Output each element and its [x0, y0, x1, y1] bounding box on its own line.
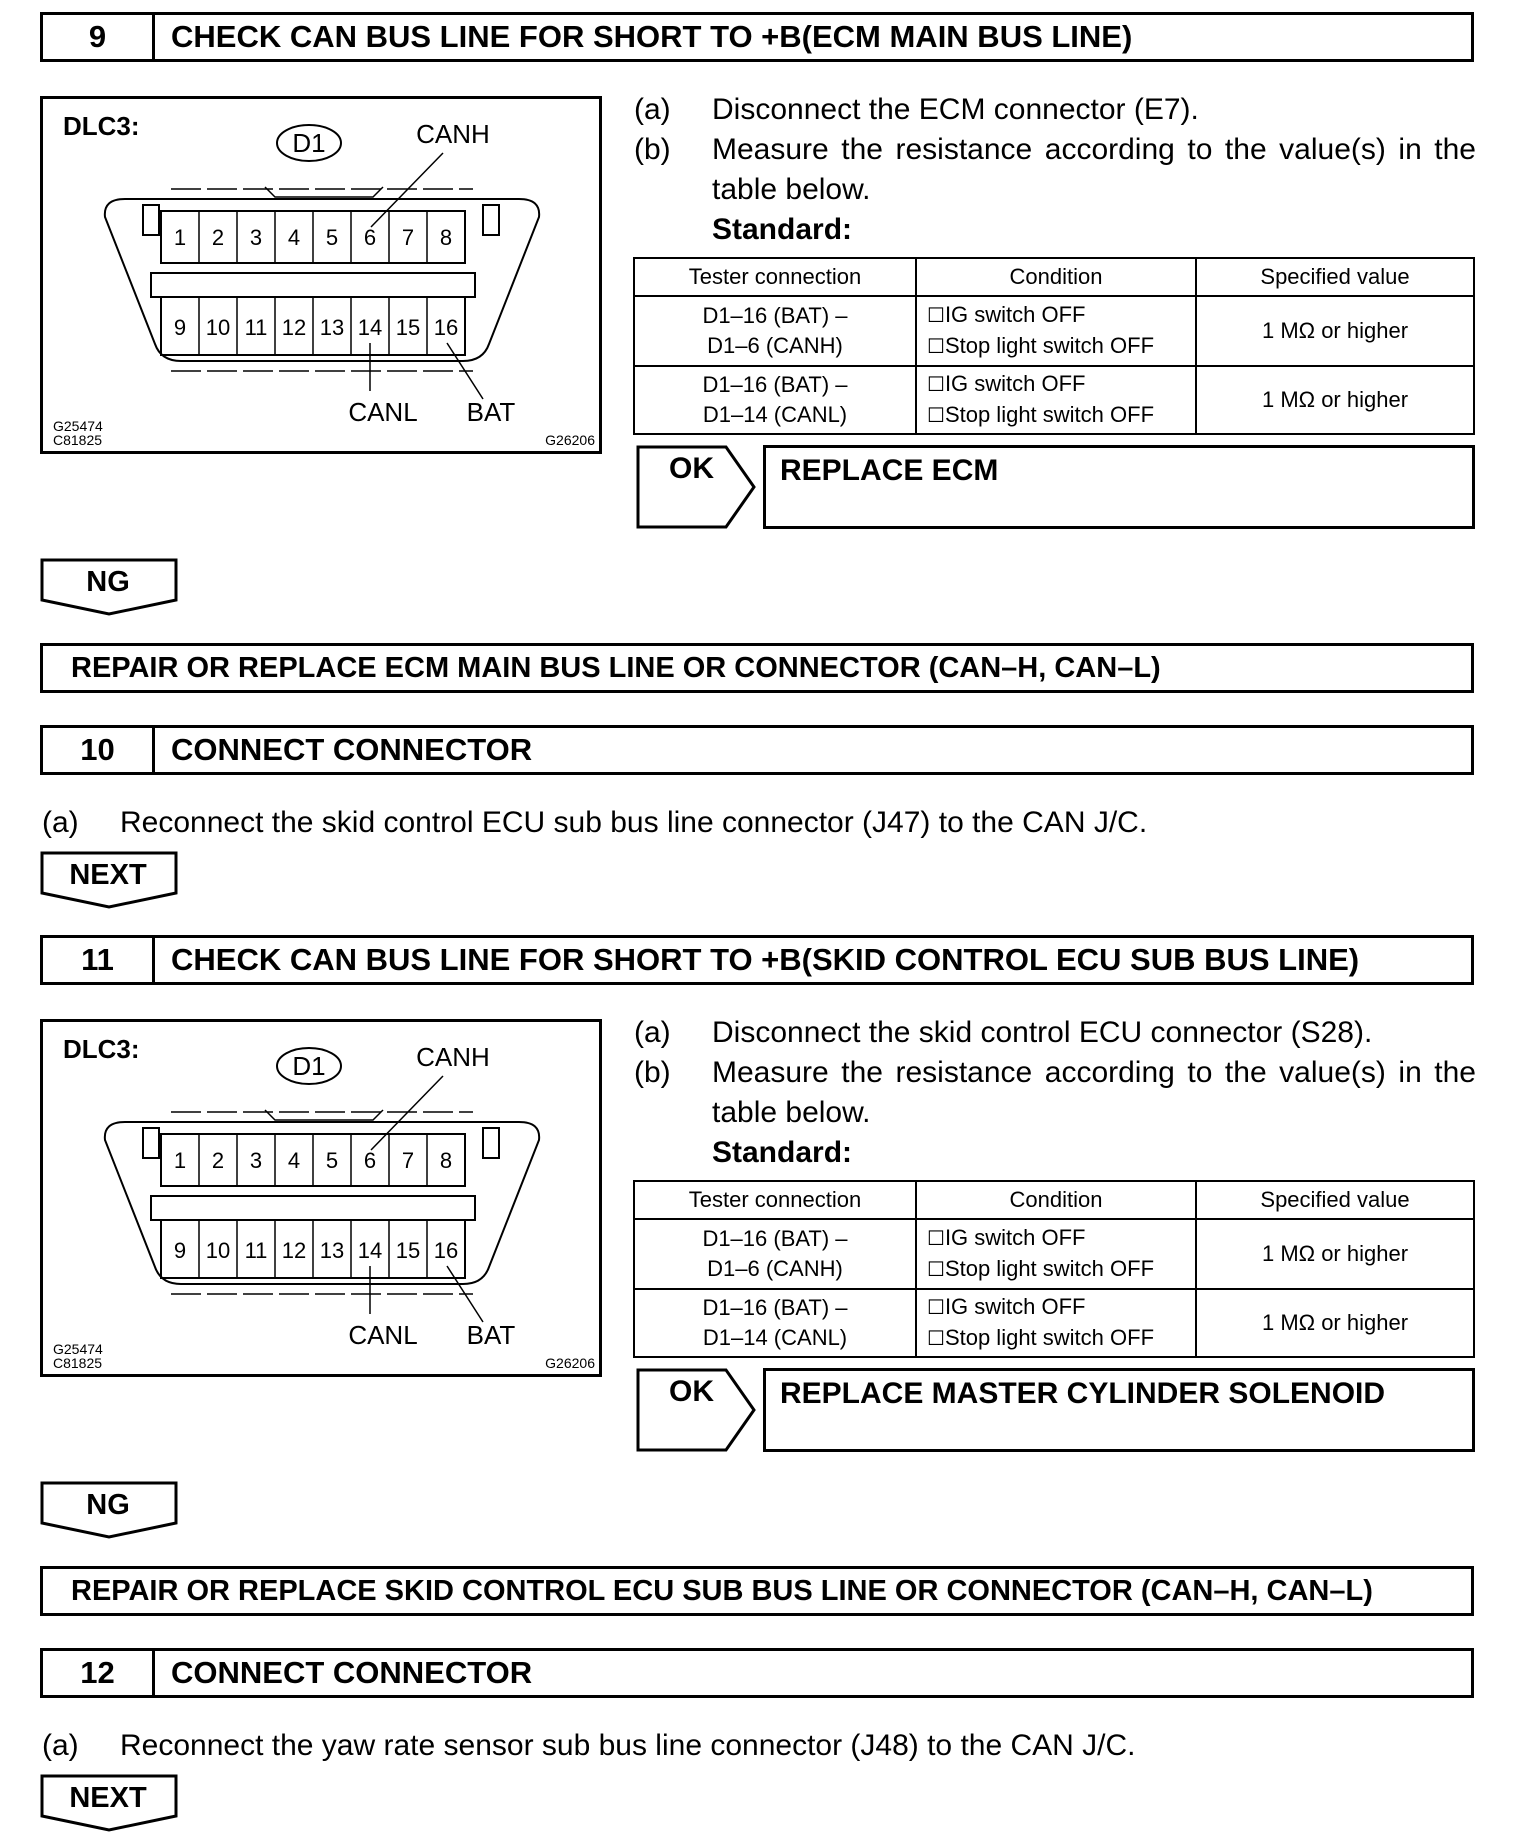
pin-16: 16 — [433, 315, 459, 340]
table-row: D1–16 (BAT) – D1–14 (CANL) ☐IG switch OFF ☐Stop light switch OFF 1 MΩ or higher — [634, 1289, 1474, 1357]
connector-label: D1 — [292, 128, 326, 158]
step-title: CHECK CAN BUS LINE FOR SHORT TO +B(SKID CONTROL ECU SUB BUS LINE) — [171, 942, 1360, 977]
ng-label: NG — [86, 1489, 130, 1521]
pin-7: 7 — [401, 225, 415, 250]
ng-action: REPAIR OR REPLACE SKID CONTROL ECU SUB BUS LINE OR CONNECTOR (CAN–H, CAN–L) — [40, 1566, 1474, 1616]
pin-14: 14 — [357, 1238, 383, 1263]
instruction-a: (a) Reconnect the yaw rate sensor sub bus line connector (J48) to the CAN J/C. — [42, 1729, 1136, 1762]
pin-8: 8 — [439, 225, 453, 250]
ok-action: REPLACE ECM — [763, 445, 1475, 529]
canh-label: CANH — [416, 1042, 490, 1072]
step-11-header — [40, 935, 1474, 985]
ng-label: NG — [86, 566, 130, 598]
ok-action: REPLACE MASTER CYLINDER SOLENOID — [763, 1368, 1475, 1452]
pin-6: 6 — [363, 1148, 377, 1173]
table-row: D1–16 (BAT) – D1–6 (CANH) ☐IG switch OFF ☐Stop light switch OFF 1 MΩ or higher — [634, 1219, 1474, 1289]
dlc3-label: DLC3: — [63, 1034, 140, 1064]
ok-label: OK — [669, 452, 714, 485]
pin-2: 2 — [211, 225, 225, 250]
pin-1: 1 — [173, 1148, 187, 1173]
dlc3-label: DLC3: — [63, 111, 140, 141]
instruction-a: (a) Disconnect the skid control ECU connector (S28). — [634, 1016, 1373, 1049]
figure-code: G25474 — [53, 1341, 103, 1357]
pin-9: 9 — [173, 1238, 187, 1263]
step-number: 11 — [43, 938, 155, 982]
checkbox-icon: ☐ — [927, 305, 945, 327]
pin-11: 11 — [244, 1238, 268, 1263]
specification-table — [633, 1180, 1475, 1358]
instruction-a: (a) Disconnect the ECM connector (E7). — [634, 93, 1199, 126]
bat-label: BAT — [466, 1320, 516, 1350]
standard-label: Standard: — [712, 1136, 853, 1169]
pin-12: 12 — [281, 1238, 307, 1263]
table-row: D1–16 (BAT) – D1–14 (CANL) ☐IG switch OFF ☐Stop light switch OFF 1 MΩ or higher — [634, 366, 1474, 434]
step-9-header — [40, 12, 1474, 62]
canl-label: CANL — [348, 397, 418, 427]
figure-code: G25474 — [53, 418, 103, 434]
pin-16: 16 — [433, 1238, 459, 1263]
pin-15: 15 — [395, 1238, 421, 1263]
step-title: CONNECT CONNECTOR — [171, 732, 533, 767]
pin-2: 2 — [211, 1148, 225, 1173]
pin-13: 13 — [319, 315, 345, 340]
pin-5: 5 — [325, 1148, 339, 1173]
pin-5: 5 — [325, 225, 339, 250]
pin-4: 4 — [287, 225, 301, 250]
pin-1: 1 — [173, 225, 187, 250]
table-header: Condition — [916, 1181, 1196, 1219]
pin-3: 3 — [249, 225, 263, 250]
pin-3: 3 — [249, 1148, 263, 1173]
step-title: CONNECT CONNECTOR — [171, 1655, 533, 1690]
dlc3-diagram — [40, 1019, 602, 1377]
checkbox-icon: ☐ — [927, 1228, 945, 1250]
pin-11: 11 — [244, 315, 268, 340]
step-number: 9 — [43, 15, 155, 59]
canh-label: CANH — [416, 119, 490, 149]
pin-13: 13 — [319, 1238, 345, 1263]
table-header: Specified value — [1196, 258, 1474, 296]
checkbox-icon: ☐ — [927, 1297, 945, 1319]
step-10-header — [40, 725, 1474, 775]
checkbox-icon: ☐ — [927, 405, 945, 427]
pin-15: 15 — [395, 315, 421, 340]
instruction-a: (a) Reconnect the skid control ECU sub bus line connector (J47) to the CAN J/C. — [42, 806, 1148, 839]
ng-action: REPAIR OR REPLACE ECM MAIN BUS LINE OR CONNECTOR (CAN–H, CAN–L) — [40, 643, 1474, 693]
next-label: NEXT — [69, 1782, 147, 1814]
standard-label: Standard: — [712, 213, 853, 246]
figure-code: C81825 — [53, 432, 103, 448]
next-label: NEXT — [69, 859, 147, 891]
pin-6: 6 — [363, 225, 377, 250]
pin-10: 10 — [205, 1238, 231, 1263]
pin-10: 10 — [205, 315, 231, 340]
table-row: D1–16 (BAT) – D1–6 (CANH) ☐IG switch OFF ☐Stop light switch OFF 1 MΩ or higher — [634, 296, 1474, 366]
checkbox-icon: ☐ — [927, 1328, 945, 1350]
checkbox-icon: ☐ — [927, 374, 945, 396]
dlc3-diagram — [40, 96, 602, 454]
instruction-b: (b) Measure the resistance according to the value(s) in the table below. — [634, 133, 1476, 206]
pin-14: 14 — [357, 315, 383, 340]
checkbox-icon: ☐ — [927, 336, 945, 358]
specification-table — [633, 257, 1475, 435]
figure-code: G26206 — [545, 432, 595, 448]
table-header: Tester connection — [634, 258, 916, 296]
ok-label: OK — [669, 1375, 714, 1408]
step-number: 10 — [43, 728, 155, 772]
figure-code: G26206 — [545, 1355, 595, 1371]
pin-8: 8 — [439, 1148, 453, 1173]
step-number: 12 — [43, 1651, 155, 1695]
table-header: Specified value — [1196, 1181, 1474, 1219]
step-12-header — [40, 1648, 1474, 1698]
pin-12: 12 — [281, 315, 307, 340]
table-header: Tester connection — [634, 1181, 916, 1219]
pin-7: 7 — [401, 1148, 415, 1173]
canl-label: CANL — [348, 1320, 418, 1350]
table-header: Condition — [916, 258, 1196, 296]
connector-label: D1 — [292, 1051, 326, 1081]
step-title: CHECK CAN BUS LINE FOR SHORT TO +B(ECM MAIN BUS LINE) — [171, 19, 1133, 54]
figure-code: C81825 — [53, 1355, 103, 1371]
pin-4: 4 — [287, 1148, 301, 1173]
pin-9: 9 — [173, 315, 187, 340]
instruction-b: (b) Measure the resistance according to the value(s) in the table below. — [634, 1056, 1476, 1129]
checkbox-icon: ☐ — [927, 1259, 945, 1281]
bat-label: BAT — [466, 397, 516, 427]
